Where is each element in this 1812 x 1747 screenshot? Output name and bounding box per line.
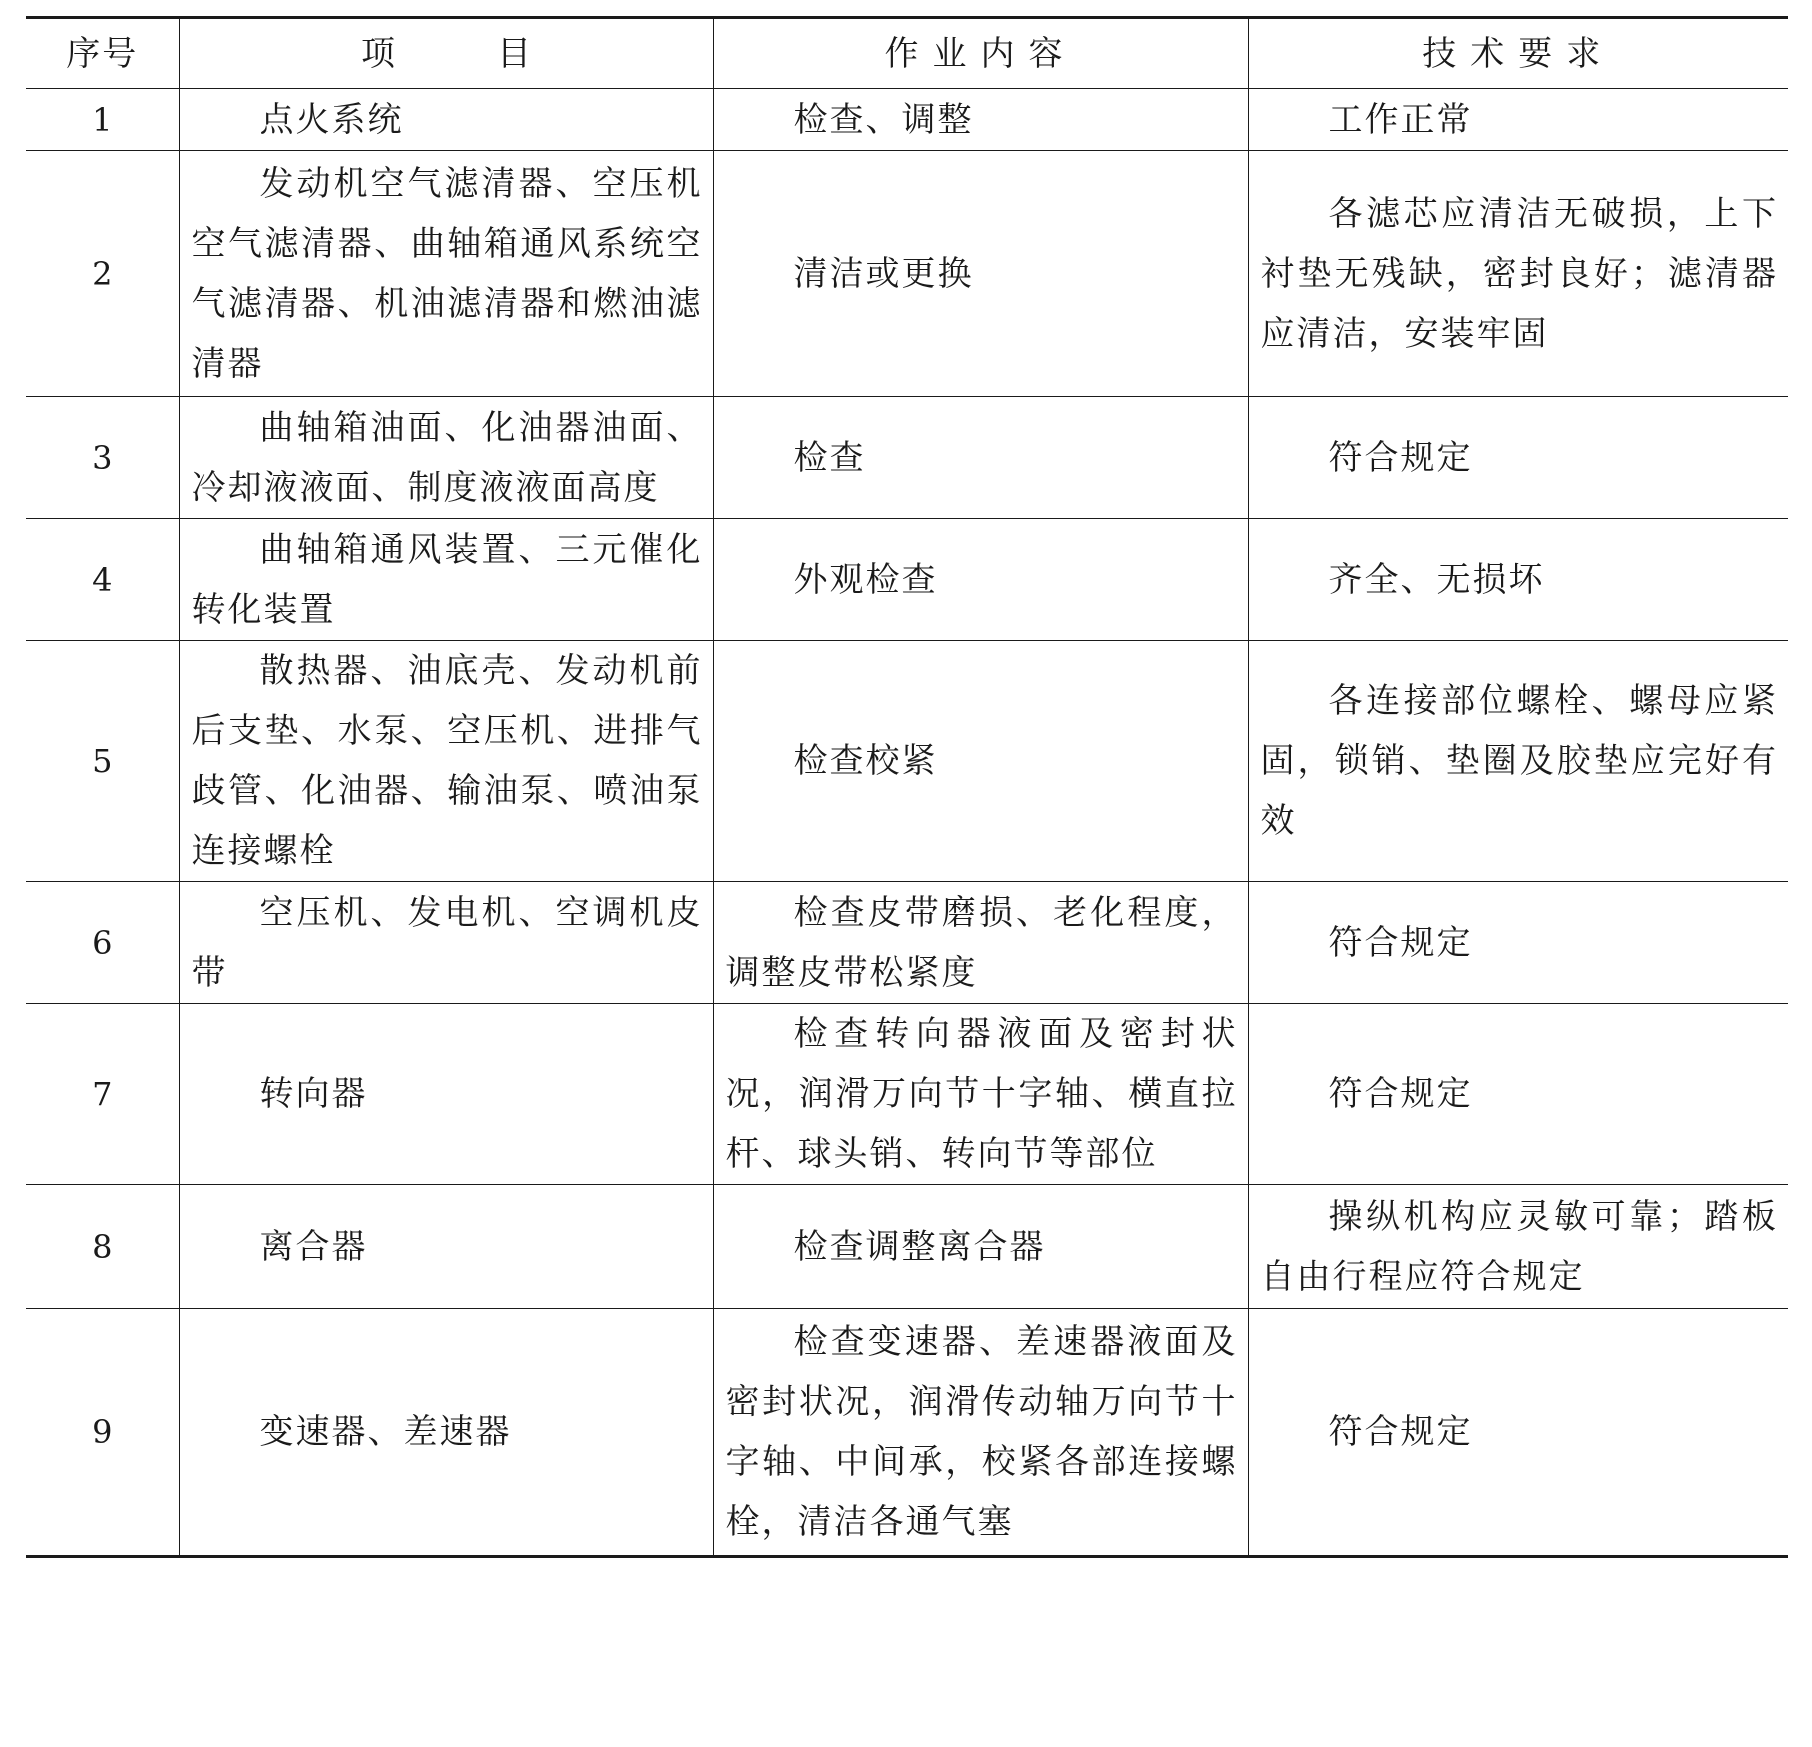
row-item: 空压机、发电机、空调机皮带 — [179, 882, 713, 1004]
row-technical-requirement: 工作正常 — [1248, 89, 1788, 151]
row-technical-requirement: 操纵机构应灵敏可靠；踏板自由行程应符合规定 — [1248, 1185, 1788, 1309]
row-number: 7 — [26, 1004, 179, 1185]
row-work-content: 检查变速器、差速器液面及密封状况，润滑传动轴万向节十字轴、中间承，校紧各部连接螺栓，清洁各通气塞 — [713, 1309, 1248, 1557]
row-item: 曲轴箱油面、化油器油面、冷却液液面、制度液液面高度 — [179, 397, 713, 519]
row-number: 1 — [26, 89, 179, 151]
row-work-content: 检查转向器液面及密封状况，润滑万向节十字轴、横直拉杆、球头销、转向节等部位 — [713, 1004, 1248, 1185]
row-number: 2 — [26, 151, 179, 397]
row-number: 3 — [26, 397, 179, 519]
row-item: 离合器 — [179, 1185, 713, 1309]
table-row — [26, 641, 1788, 882]
row-work-content: 检查校紧 — [713, 641, 1248, 882]
table-row — [26, 151, 1788, 397]
row-number: 9 — [26, 1309, 179, 1557]
row-item: 转向器 — [179, 1004, 713, 1185]
row-work-content: 检查皮带磨损、老化程度，调整皮带松紧度 — [713, 882, 1248, 1004]
row-work-content: 清洁或更换 — [713, 151, 1248, 397]
row-technical-requirement: 齐全、无损坏 — [1248, 519, 1788, 641]
table-row — [26, 397, 1788, 519]
header-row — [26, 18, 1788, 89]
row-number: 5 — [26, 641, 179, 882]
row-number: 4 — [26, 519, 179, 641]
row-number: 6 — [26, 882, 179, 1004]
row-technical-requirement: 符合规定 — [1248, 1309, 1788, 1557]
row-item: 变速器、差速器 — [179, 1309, 713, 1557]
header-technical-requirement: 技术要求 — [1248, 18, 1788, 89]
row-technical-requirement: 符合规定 — [1248, 397, 1788, 519]
row-technical-requirement: 符合规定 — [1248, 882, 1788, 1004]
row-technical-requirement: 各滤芯应清洁无破损，上下衬垫无残缺，密封良好；滤清器应清洁，安装牢固 — [1248, 151, 1788, 397]
table-row — [26, 519, 1788, 641]
row-technical-requirement: 符合规定 — [1248, 1004, 1788, 1185]
row-number: 8 — [26, 1185, 179, 1309]
row-item: 曲轴箱通风装置、三元催化转化装置 — [179, 519, 713, 641]
header-work-content: 作业内容 — [713, 18, 1248, 89]
header-serial-number: 序号 — [26, 18, 179, 89]
row-work-content: 检查、调整 — [713, 89, 1248, 151]
table-row — [26, 1004, 1788, 1185]
table-row — [26, 882, 1788, 1004]
table-row — [26, 1185, 1788, 1309]
row-item: 发动机空气滤清器、空压机空气滤清器、曲轴箱通风系统空气滤清器、机油滤清器和燃油滤清器 — [179, 151, 713, 397]
row-work-content: 检查 — [713, 397, 1248, 519]
row-item: 点火系统 — [179, 89, 713, 151]
row-work-content: 检查调整离合器 — [713, 1185, 1248, 1309]
maintenance-table — [26, 16, 1788, 1558]
row-work-content: 外观检查 — [713, 519, 1248, 641]
row-item: 散热器、油底壳、发动机前后支垫、水泵、空压机、进排气歧管、化油器、输油泵、喷油泵连接螺栓 — [179, 641, 713, 882]
row-technical-requirement: 各连接部位螺栓、螺母应紧固，锁销、垫圈及胶垫应完好有效 — [1248, 641, 1788, 882]
table-row — [26, 89, 1788, 151]
header-item: 项 目 — [179, 18, 713, 89]
table-row — [26, 1309, 1788, 1557]
